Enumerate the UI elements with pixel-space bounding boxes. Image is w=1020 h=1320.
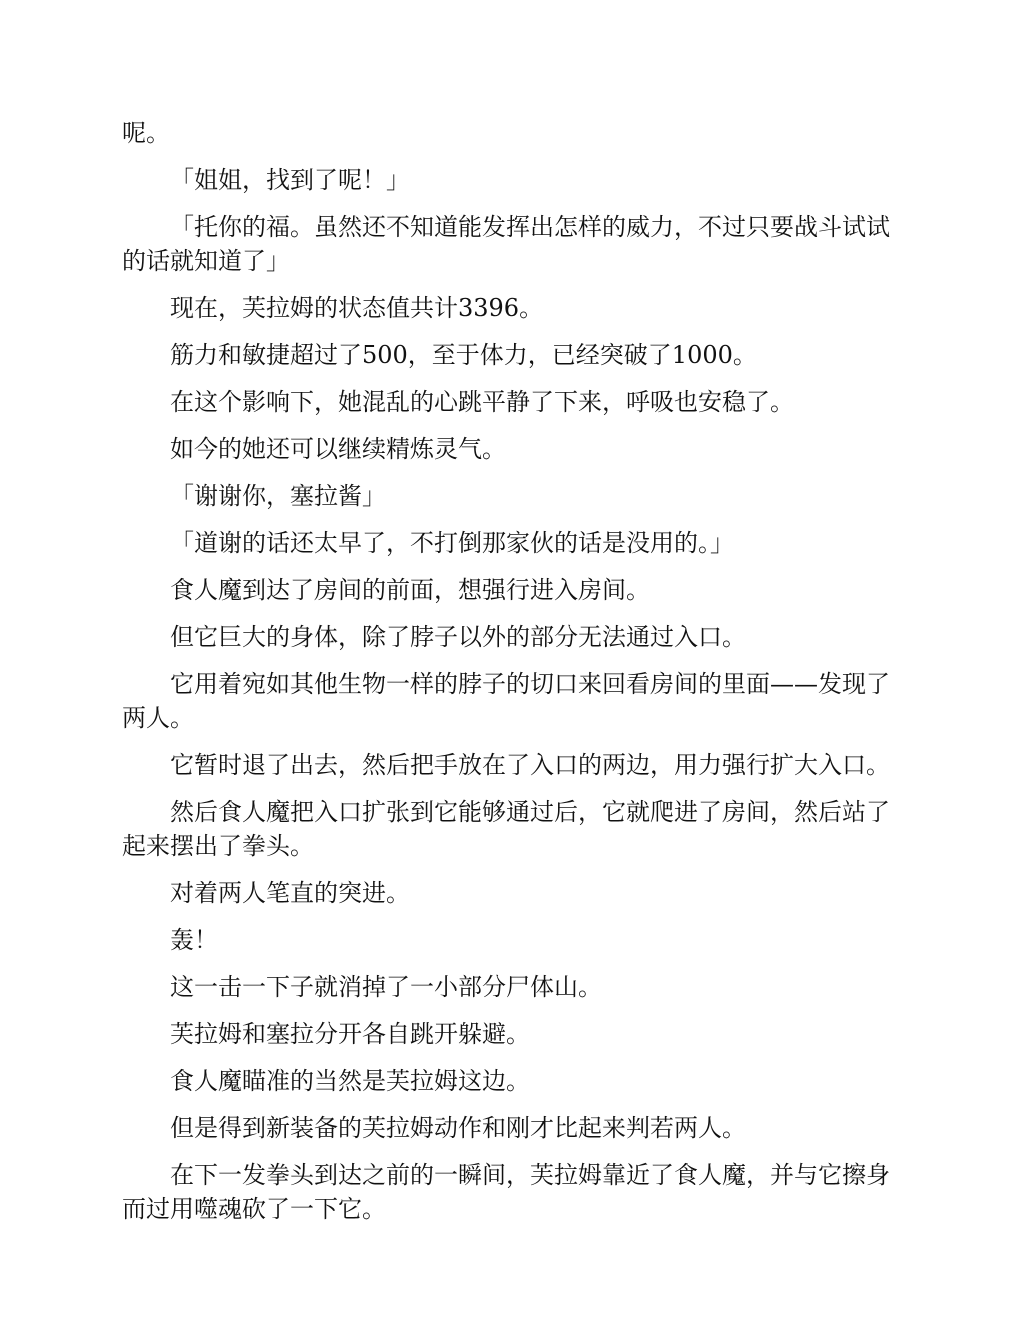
paragraph: 「姐姐，找到了呢！」 — [170, 166, 410, 194]
paragraph: 现在，芙拉姆的状态值共计3396。 — [170, 294, 544, 322]
paragraph: 但是得到新装备的芙拉姆动作和刚才比起来判若两人。 — [170, 1114, 746, 1142]
paragraph: 这一击一下子就消掉了一小部分尸体山。 — [170, 973, 602, 1001]
paragraph: 它暂时退了出去，然后把手放在了入口的两边，用力强行扩大入口。 — [170, 751, 890, 779]
paragraph: 呢。 — [122, 119, 170, 147]
paragraph: 食人魔瞄准的当然是芙拉姆这边。 — [170, 1067, 530, 1095]
paragraph: 食人魔到达了房间的前面，想强行进入房间。 — [170, 576, 650, 604]
paragraph: 轰！ — [170, 926, 218, 954]
paragraph: 然后食人魔把入口扩张到它能够通过后，它就爬进了房间，然后站了起来摆出了拳头。 — [122, 798, 890, 860]
paragraph: 但它巨大的身体，除了脖子以外的部分无法通过入口。 — [170, 623, 746, 651]
paragraph: 对着两人笔直的突进。 — [170, 879, 410, 907]
paragraph: 「道谢的话还太早了，不打倒那家伙的话是没用的。」 — [170, 529, 734, 557]
paragraph: 「谢谢你，塞拉酱」 — [170, 482, 386, 510]
text-body — [122, 116, 898, 1239]
paragraph: 「托你的福。虽然还不知道能发挥出怎样的威力，不过只要战斗试试的话就知道了」 — [122, 213, 890, 275]
paragraph: 它用着宛如其他生物一样的脖子的切口来回看房间的里面——发现了两人。 — [122, 670, 890, 732]
paragraph: 在这个影响下，她混乱的心跳平静了下来，呼吸也安稳了。 — [170, 388, 794, 416]
paragraph: 芙拉姆和塞拉分开各自跳开躲避。 — [170, 1020, 530, 1048]
paragraph: 在下一发拳头到达之前的一瞬间，芙拉姆靠近了食人魔，并与它擦身而过用噬魂砍了一下它。 — [122, 1161, 890, 1223]
paragraph: 如今的她还可以继续精炼灵气。 — [170, 435, 506, 463]
paragraph: 筋力和敏捷超过了500，至于体力，已经突破了1000。 — [170, 341, 757, 369]
